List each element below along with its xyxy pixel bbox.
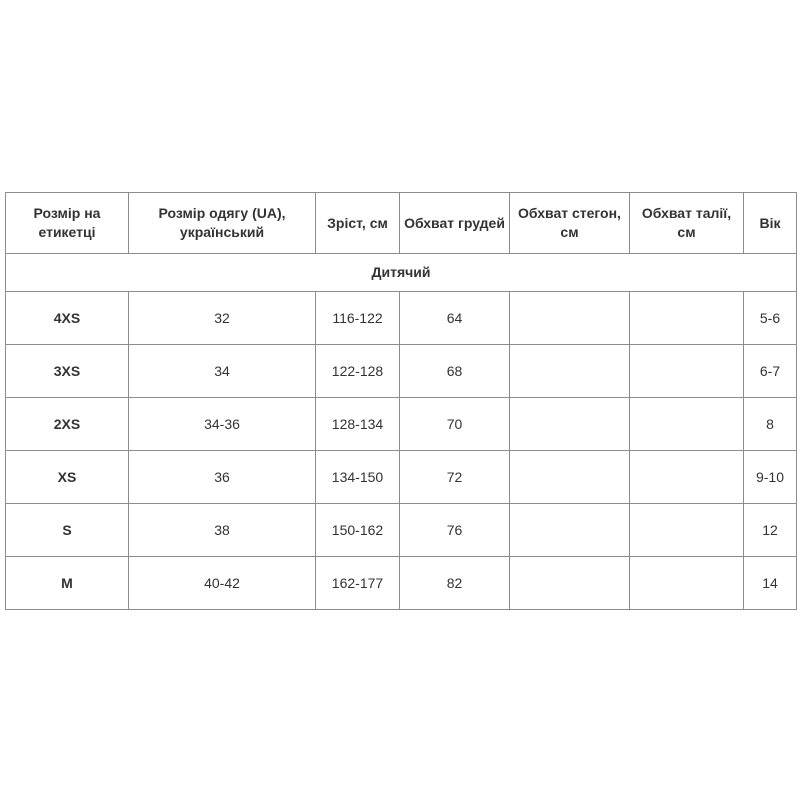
header-row — [6, 193, 797, 254]
cell-hips — [510, 398, 630, 451]
section-title: Дитячий — [6, 254, 797, 292]
table-row — [6, 398, 797, 451]
cell-hips — [510, 345, 630, 398]
cell-ua-size: 32 — [129, 292, 316, 345]
cell-chest: 70 — [400, 398, 510, 451]
cell-age: 9-10 — [744, 451, 797, 504]
cell-label-size: 4XS — [6, 292, 129, 345]
table-row — [6, 451, 797, 504]
cell-chest: 72 — [400, 451, 510, 504]
cell-ua-size: 40-42 — [129, 557, 316, 610]
table-row — [6, 292, 797, 345]
cell-age: 12 — [744, 504, 797, 557]
table-row — [6, 557, 797, 610]
size-chart-table — [5, 192, 797, 610]
table-row — [6, 504, 797, 557]
cell-ua-size: 38 — [129, 504, 316, 557]
cell-height: 116-122 — [316, 292, 400, 345]
cell-height: 134-150 — [316, 451, 400, 504]
cell-hips — [510, 557, 630, 610]
cell-label-size: M — [6, 557, 129, 610]
cell-age: 6-7 — [744, 345, 797, 398]
cell-height: 150-162 — [316, 504, 400, 557]
cell-label-size: XS — [6, 451, 129, 504]
cell-hips — [510, 292, 630, 345]
cell-chest: 76 — [400, 504, 510, 557]
cell-ua-size: 34 — [129, 345, 316, 398]
cell-waist — [630, 451, 744, 504]
cell-ua-size: 36 — [129, 451, 316, 504]
header-height: Зріст, см — [316, 193, 400, 254]
section-row — [6, 254, 797, 292]
cell-age: 5-6 — [744, 292, 797, 345]
cell-height: 162-177 — [316, 557, 400, 610]
cell-waist — [630, 345, 744, 398]
cell-label-size: S — [6, 504, 129, 557]
cell-height: 128-134 — [316, 398, 400, 451]
cell-waist — [630, 292, 744, 345]
cell-chest: 68 — [400, 345, 510, 398]
cell-chest: 64 — [400, 292, 510, 345]
header-waist: Обхват талії, см — [630, 193, 744, 254]
cell-waist — [630, 398, 744, 451]
header-ua-size: Розмір одягу (UA), український — [129, 193, 316, 254]
cell-height: 122-128 — [316, 345, 400, 398]
cell-label-size: 2XS — [6, 398, 129, 451]
cell-age: 8 — [744, 398, 797, 451]
header-hips: Обхват стегон, см — [510, 193, 630, 254]
header-label-size: Розмір на етикетці — [6, 193, 129, 254]
cell-age: 14 — [744, 557, 797, 610]
cell-hips — [510, 451, 630, 504]
cell-waist — [630, 557, 744, 610]
cell-chest: 82 — [400, 557, 510, 610]
header-age: Вік — [744, 193, 797, 254]
cell-waist — [630, 504, 744, 557]
cell-hips — [510, 504, 630, 557]
header-chest: Обхват грудей — [400, 193, 510, 254]
table-row — [6, 345, 797, 398]
cell-ua-size: 34-36 — [129, 398, 316, 451]
cell-label-size: 3XS — [6, 345, 129, 398]
